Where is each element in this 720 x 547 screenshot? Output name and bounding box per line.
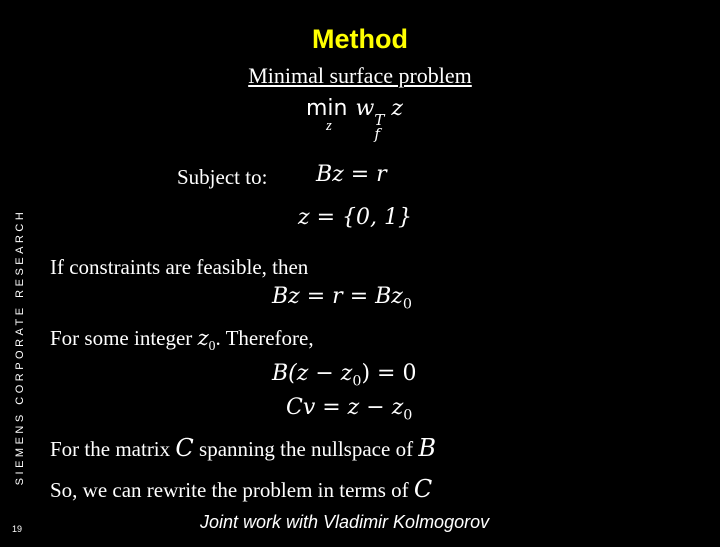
page-number: 19 <box>12 524 23 534</box>
objective-z: z <box>391 96 403 121</box>
objective-formula <box>306 96 403 141</box>
sidebar-brand: SIEMENS CORPORATE RESEARCH <box>14 208 26 486</box>
constraint-2: z = {0, 1} <box>298 205 412 230</box>
subject-to-label: Subject to: <box>177 165 268 189</box>
line-feasible: If constraints are feasible, then <box>50 255 309 279</box>
objective-sup: T <box>374 111 385 129</box>
objective-sub: f <box>374 125 380 143</box>
objective-w: w <box>355 96 375 121</box>
objective-op-sub: z <box>326 118 332 134</box>
objective-op: min <box>306 96 348 121</box>
slide-subtitle: Minimal surface problem <box>248 63 472 88</box>
line-rewrite: So, we can rewrite the problem in terms of C <box>50 475 433 503</box>
line-integer: For some integer $z_0$. Therefore, <box>50 326 314 354</box>
eq-therefore-1: $B(z - z_0) = 0$ <box>272 361 417 390</box>
eq-feasible: $Bz = r = Bz_0$ <box>272 284 412 313</box>
eq-therefore-2: $Cv = z - z_0$ <box>286 395 413 424</box>
slide-title: Method <box>312 24 408 54</box>
footer-credit: Joint work with Vladimir Kolmogorov <box>200 512 490 532</box>
constraint-1: Bz = r <box>316 162 387 187</box>
line-matrix: For the matrix C spanning the nullspace of B <box>50 434 436 462</box>
